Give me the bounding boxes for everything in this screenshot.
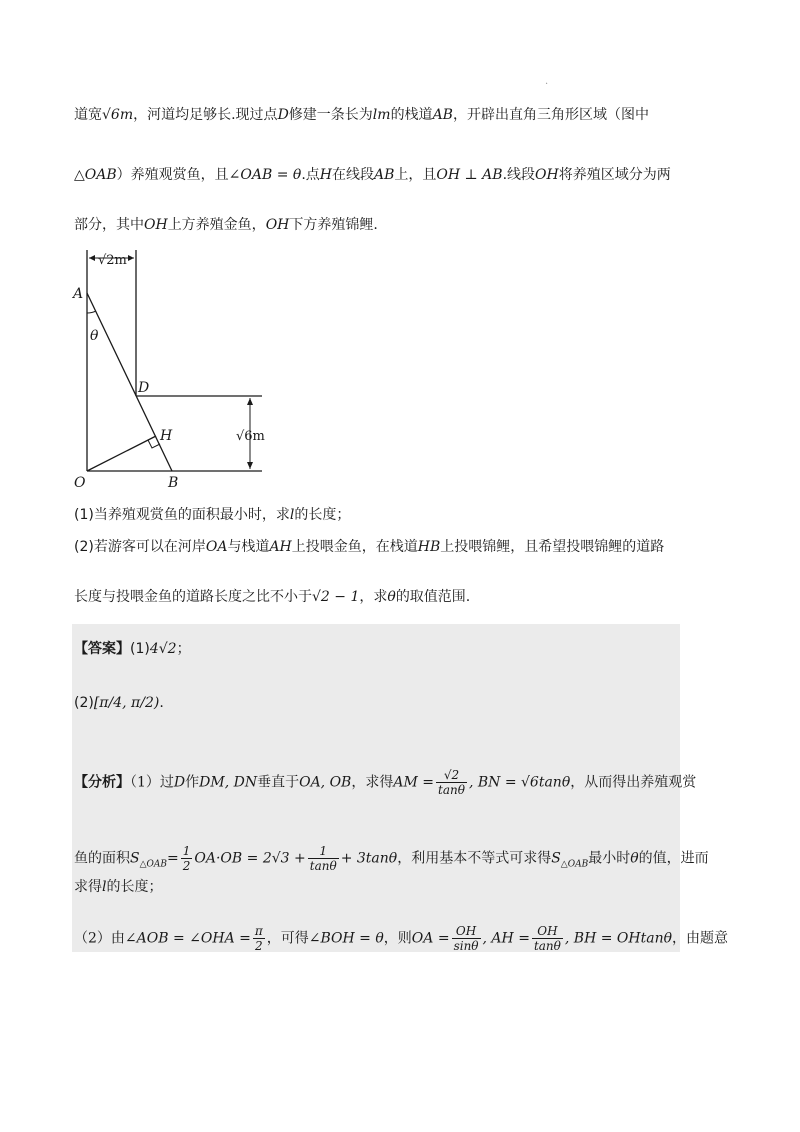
math-bn: , BN = √6tanθ: [468, 774, 571, 791]
text: 与栈道: [227, 539, 270, 555]
text: 求得: [74, 879, 102, 895]
math-am: AM =: [393, 774, 434, 791]
text: 上，且: [394, 167, 437, 183]
numerator: 1: [182, 844, 191, 858]
label-a: A: [73, 286, 84, 302]
text: 的栈道: [390, 107, 433, 123]
numerator: OH: [452, 924, 481, 939]
label-theta: θ: [90, 328, 99, 344]
arrow-left-icon: [89, 255, 95, 261]
dim-top-label: √2m: [98, 253, 127, 268]
math-point-h: H: [319, 167, 332, 183]
math-l: l: [289, 507, 295, 523]
text: 垂直于: [257, 774, 300, 791]
math-eq: OA·OB = 2√3 +: [194, 850, 306, 867]
math-ratio: √2 − 1: [312, 589, 360, 605]
denominator: tanθ: [309, 859, 337, 873]
denominator: tanθ: [438, 783, 465, 797]
text: 作: [185, 774, 200, 791]
text: 的长度；: [106, 879, 163, 895]
label-b: B: [168, 475, 179, 491]
answer-2-value: [π/4, π/2): [93, 695, 160, 711]
text: ，由题意: [672, 930, 729, 947]
math-boh: ∠BOH = θ: [308, 930, 384, 947]
text: 将养殖区域分为两: [558, 167, 671, 183]
arrow-down-icon: [247, 462, 253, 469]
math-point-d: D: [277, 107, 289, 123]
text: 修建一条长为: [288, 107, 373, 123]
text: （1）过: [130, 774, 174, 791]
answer-tag: 【答案】: [74, 641, 130, 657]
text: (1)当养殖观赏鱼的面积最小时，求: [74, 507, 290, 523]
math-s: S: [130, 850, 140, 867]
text: ，求得: [351, 774, 394, 791]
dim-right-label: √6m: [236, 429, 265, 444]
fraction-am: [436, 768, 467, 797]
text: 的值，进而: [638, 850, 709, 867]
text: (1): [130, 641, 150, 657]
segment-oh: [87, 436, 156, 471]
math-segment-ab: AB: [432, 107, 453, 123]
math-d: D: [173, 774, 186, 791]
numerator: π: [254, 924, 263, 938]
math-ah: , AH =: [482, 930, 530, 947]
label-h: H: [160, 428, 173, 444]
question-1: [74, 506, 350, 524]
math-eq: + 3tanθ: [340, 850, 398, 867]
fraction-pi-half: [253, 924, 265, 953]
text: ，从而得出养殖观赏: [570, 774, 697, 791]
math-oh: OH: [144, 217, 168, 233]
analysis-line-4: [74, 924, 728, 953]
math-oh: OH: [265, 217, 290, 233]
math-eq: =: [167, 850, 179, 867]
label-d: D: [138, 380, 150, 396]
math-segment-oh: OH: [535, 167, 559, 183]
fraction-oa: [452, 924, 481, 953]
answer-2: [74, 694, 164, 712]
math-triangle: △OAB: [74, 167, 117, 183]
text: 道宽: [74, 107, 102, 123]
text: .: [159, 695, 164, 711]
text: .点: [301, 167, 320, 183]
math-width: √6m: [102, 107, 134, 123]
text: 上投喂锦鲤，且希望投喂锦鲤的道路: [440, 539, 665, 555]
text: 下方养殖锦鲤.: [289, 217, 378, 233]
math-oa: OA =: [411, 930, 450, 947]
scan-dot: .: [545, 76, 549, 87]
denominator: 2: [255, 939, 263, 953]
text: 长度与投喂金鱼的道路长度之比不小于: [74, 589, 312, 605]
question-2-line-1: [74, 538, 664, 556]
analysis-tag: 【分析】: [74, 774, 130, 791]
math-oa-ob: OA, OB: [299, 774, 352, 791]
problem-line-3: [74, 216, 378, 234]
denominator: tanθ: [533, 939, 561, 953]
math-oa: OA: [205, 539, 228, 555]
text: 部分，其中: [74, 217, 144, 233]
text: ，河道均足够长.现过点: [133, 107, 278, 123]
text: ，求: [359, 589, 388, 605]
math-segment-ab: AB: [374, 167, 395, 183]
math-ah: AH: [269, 539, 292, 555]
text: ；: [176, 641, 191, 657]
text: ，利用基本不等式可求得: [397, 850, 552, 867]
numerator: 1: [308, 844, 339, 859]
label-o: O: [74, 475, 86, 491]
text: （2）由: [74, 930, 125, 947]
arrow-up-icon: [247, 398, 253, 405]
text: 鱼的面积: [74, 850, 130, 867]
text: 上方养殖金鱼，: [167, 217, 266, 233]
text: (2)若游客可以在河岸: [74, 539, 206, 555]
math-hb: HB: [417, 539, 441, 555]
math-s-sub: △OAB: [560, 859, 589, 870]
math-angle: ∠OAB = θ: [228, 167, 302, 183]
text: 的取值范围.: [395, 589, 471, 605]
problem-line-2: [74, 166, 671, 184]
denominator: 2: [182, 859, 191, 873]
text: 在线段: [332, 167, 374, 183]
fraction-half: [181, 844, 193, 873]
fraction-inverse-tan: [308, 844, 339, 873]
geometry-figure: [70, 240, 280, 496]
math-theta: θ: [630, 850, 639, 867]
analysis-line-3: [74, 878, 162, 896]
math-s: S: [551, 850, 561, 867]
text: 的长度；: [294, 507, 351, 523]
numerator: √2: [436, 768, 467, 783]
answer-1: [74, 640, 191, 658]
text: .线段: [502, 167, 536, 183]
analysis-line-1: [74, 768, 696, 797]
question-2-line-2: [74, 588, 470, 606]
text: 上投喂金鱼，在栈道: [291, 539, 418, 555]
math-perp: OH ⊥ AB: [436, 167, 503, 183]
arrow-right-icon: [128, 255, 134, 261]
math-dm-dn: DM, DN: [199, 774, 258, 791]
math-length: lm: [372, 107, 391, 123]
answer-1-value: 4√2: [149, 641, 177, 657]
math-bh: , BH = OHtanθ: [564, 930, 673, 947]
math-l: l: [102, 879, 107, 895]
angle-arc: [87, 311, 96, 313]
math-theta: θ: [387, 589, 396, 605]
problem-line-1: [74, 106, 649, 124]
analysis-line-2: [74, 844, 709, 873]
text: ）养殖观赏鱼，且: [116, 167, 229, 183]
math-angle: ∠AOB = ∠OHA =: [124, 930, 251, 947]
text: 最小时: [588, 850, 631, 867]
text: ，可得: [266, 930, 309, 947]
text: ，开辟出直角三角形区域（图中: [452, 107, 649, 123]
fraction-ah: [532, 924, 563, 953]
math-s-sub: △OAB: [139, 859, 168, 870]
denominator: sinθ: [453, 939, 479, 953]
numerator: OH: [532, 924, 563, 939]
text: (2): [74, 695, 94, 711]
text: ，则: [383, 930, 412, 947]
